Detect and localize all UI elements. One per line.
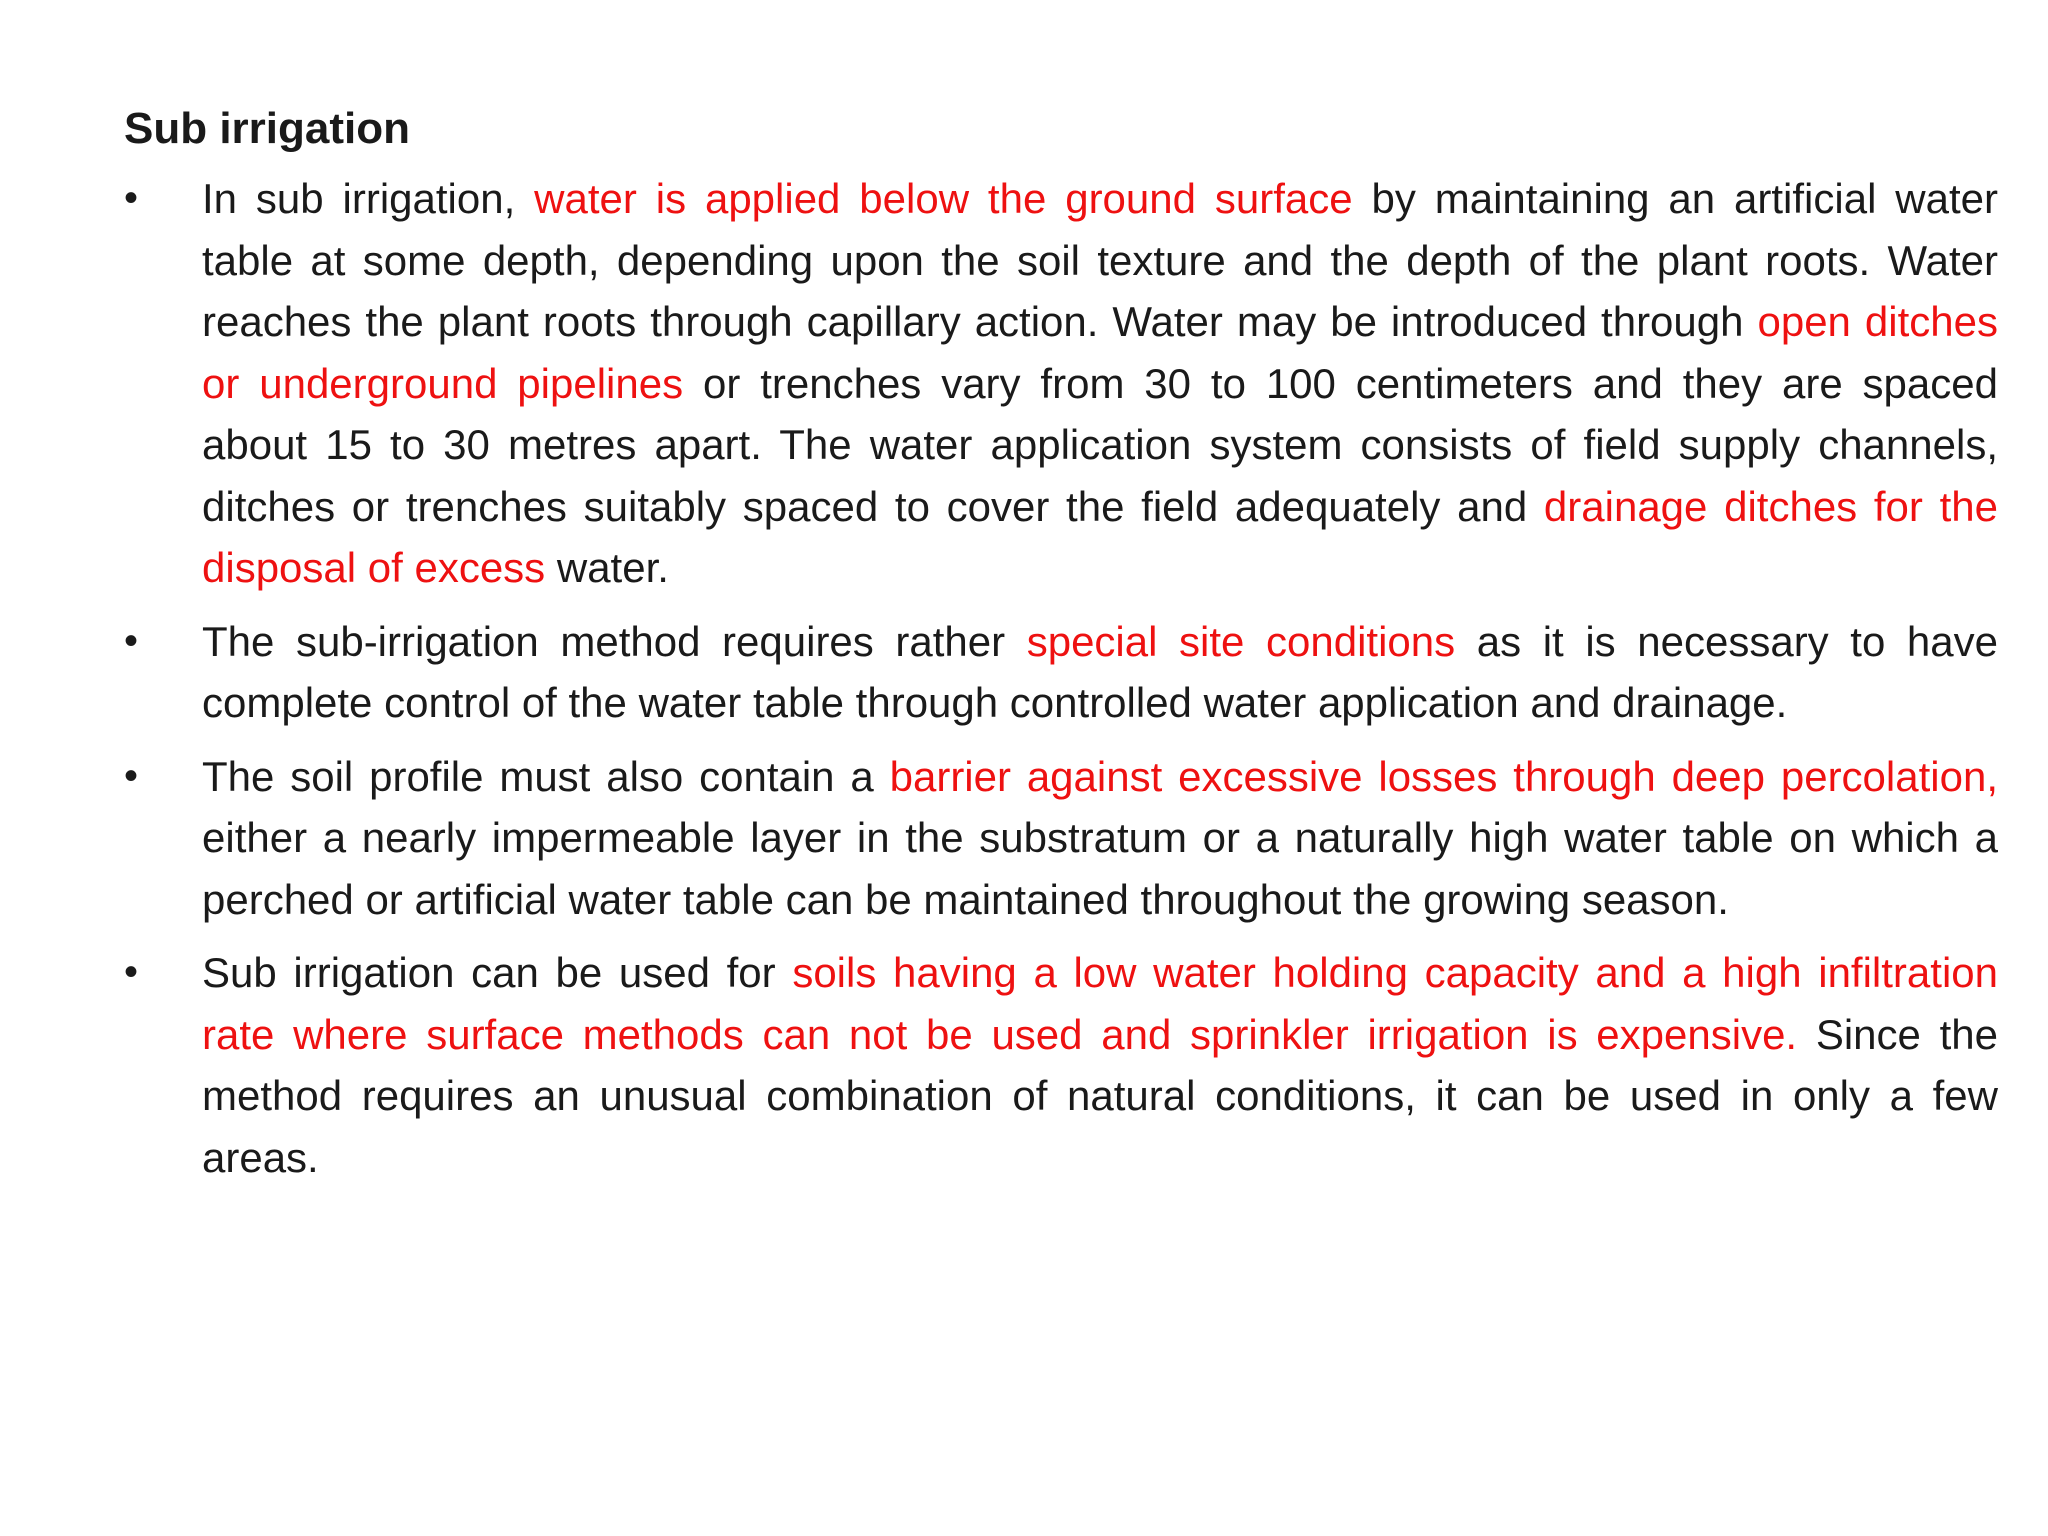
bullet-marker: • xyxy=(124,618,139,663)
body-text: The soil profile must also contain a xyxy=(202,752,890,800)
bullet-item xyxy=(124,746,1998,931)
bullet-text xyxy=(202,175,1998,591)
bullet-text xyxy=(202,618,1998,727)
bullet-list xyxy=(124,168,1998,1200)
bullet-item xyxy=(124,168,1998,599)
body-text: by maintaining an artificial water table at some depth, depending upon the soil texture and the depth of the plant roots. Water reaches the plant roots through capillary action. Water may be introduced through xyxy=(202,175,1998,345)
slide-title: Sub irrigation xyxy=(124,104,410,153)
highlighted-text: water is applied below the ground surface xyxy=(534,175,1353,222)
body-text: In sub irrigation, xyxy=(202,175,535,222)
highlighted-text: open ditches or underground pipelines xyxy=(202,298,1998,407)
bullet-item xyxy=(124,611,1998,734)
highlighted-text: soils having a low water holding capacity and a high infiltration rate where surface methods can not be used and sprinkler irrigation is expensive. xyxy=(202,949,1998,1058)
bullet-item xyxy=(124,942,1998,1188)
body-text: Since the method requires an unusual combination of natural conditions, it can be used in only a few areas. xyxy=(202,1010,1998,1181)
bullet-marker: • xyxy=(124,950,139,994)
highlighted-text: special site conditions xyxy=(1026,617,1456,665)
bullet-text xyxy=(202,949,1998,1181)
bullet-marker: • xyxy=(124,176,139,220)
body-text: water. xyxy=(545,544,669,591)
highlighted-text: barrier against excessive losses through deep percolation, xyxy=(889,752,1998,800)
body-text: or trenches vary from 30 to 100 centimeters and they are spaced about 15 to 30 metres apart. The water application system consists of field supply channels, ditches or trenches suitably spaced to cover the field adequately and xyxy=(202,359,1998,530)
body-text: The sub-irrigation method requires rather xyxy=(202,617,1027,665)
body-text: either a nearly impermeable layer in the substratum or a naturally high water table on which a perched or artificial water table can be maintained throughout the growing season. xyxy=(202,814,1998,923)
body-text: as it is necessary to have complete control of the water table through controlled water application and drainage. xyxy=(202,617,1998,726)
bullet-marker: • xyxy=(124,753,139,798)
bullet-text xyxy=(202,753,1998,923)
highlighted-text: drainage ditches for the disposal of excess xyxy=(202,482,1998,591)
body-text: Sub irrigation can be used for xyxy=(202,949,793,996)
